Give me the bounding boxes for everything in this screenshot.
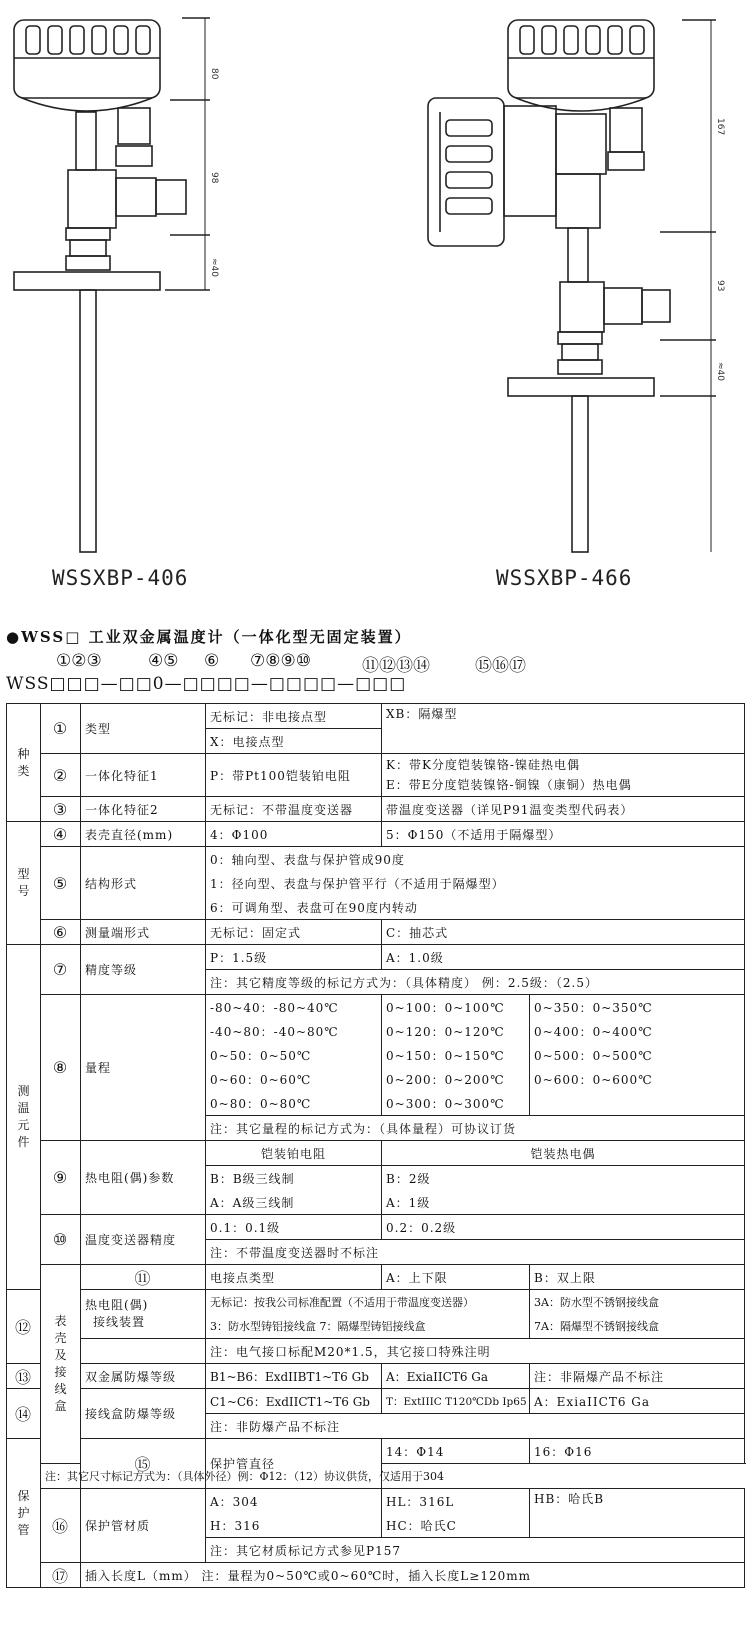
cell: A：A级三线制 [206,1190,382,1215]
row-num: ④ [41,822,81,847]
cell: P：1.5级 [206,945,382,970]
row-name: 一体化特征2 [81,797,206,822]
note: 注：电气接口标配M20*1.5，其它接口特殊注明 [206,1339,745,1364]
note: 注：非防爆产品不标注 [206,1414,745,1439]
cell: 1：径向型、表盘与保护管平行（不适用于隔爆型） [206,871,745,895]
positions-11-14: ⑪⑫⑬⑭ [362,656,430,676]
cell: 6：可调角型、表盘可在90度内转动 [206,895,745,920]
cell: 0.1：0.1级 [206,1215,382,1240]
range-cell: 0~120：0~120℃ [382,1019,530,1043]
cell: A：1.0级 [382,945,745,970]
range-cell: -40~80：-40~80℃ [206,1019,382,1043]
row-name: 一体化特征1 [81,754,206,797]
right-model-label: WSSXBP-466 [496,566,633,590]
range-cell: 0~500：0~500℃ [530,1043,745,1067]
range-cell: 0~100：0~100℃ [382,995,530,1020]
cell: 3A：防水型不锈钢接线盒 [530,1290,745,1315]
range-cell: 0~150：0~150℃ [382,1043,530,1067]
row-name: 双金属防爆等级 [81,1364,206,1389]
category-kind-text: 种 类 [17,746,30,778]
table-row [7,920,745,945]
row-num: ⑫ [7,1290,41,1364]
positions-15-17: ⑮⑯⑰ [475,656,526,676]
category-model [7,822,41,945]
cell: XB：隔爆型 [382,704,745,754]
cell: 7A：隔爆型不锈钢接线盒 [530,1314,745,1339]
row-name: 量程 [81,995,206,1141]
row-num: ⑭ [7,1389,41,1439]
note: 注：其它量程的标记方式为：（具体量程）可协议订货 [206,1116,745,1141]
model-code-template: WSS□□□—□□0—□□□□—□□□□—□□□ [6,674,407,694]
note: 注：其它精度等级的标记方式为：（具体精度） 例：2.5级：（2.5） [206,970,745,995]
category-sensor [7,945,41,1290]
position-number-row [0,651,750,675]
row-name: 精度等级 [81,945,206,995]
cell: HB：哈氏B [530,1489,745,1538]
product-drawings [0,0,750,600]
row-num: ⑨ [41,1141,81,1215]
table-row [7,1215,745,1240]
positions-1-3: ①②③ [56,651,102,671]
category-case-text: 表 壳 及 接 线 盒 [54,1314,67,1413]
row-name: 测量端形式 [81,920,206,945]
left-model-label: WSSXBP-406 [52,566,189,590]
row-num: ⑩ [41,1215,81,1265]
category-kind [7,704,41,822]
range-cell: -80~40：-80~40℃ [206,995,382,1020]
cell: B：双上限 [530,1265,745,1290]
cell: 无标记：按我公司标准配置（不适用于带温度变送器） [206,1290,530,1315]
table-row [7,847,745,872]
row-name: 电接点类型 [206,1265,382,1290]
row-num: ⑧ [41,995,81,1141]
row-num: ⑰ [41,1563,81,1588]
table-row [7,1364,745,1389]
table-row [7,945,745,970]
positions-7-10: ⑦⑧⑨⑩ [250,651,311,671]
range-cell [530,1091,745,1116]
cell: C：抽芯式 [382,920,745,945]
row-num: ① [41,704,81,754]
cell: HC：哈氏C [382,1513,530,1538]
cell: B1~B6：ExdIIBT1~T6 Gb [206,1364,382,1389]
row-name: 类型 [81,704,206,754]
range-cell: 0~600：0~600℃ [530,1067,745,1091]
left-dim-1: 80 [209,68,219,80]
cell: X：电接点型 [206,729,382,754]
right-instrument-drawing [428,20,716,552]
positions-6: ⑥ [204,651,220,671]
cell-line: K：带K分度铠装镍铬-镍硅热电偶 [386,758,580,772]
row-name [81,1290,206,1339]
category-tube-text: 保 护 管 [17,1488,30,1537]
row-num: ② [41,754,81,797]
range-cell: 0~300：0~300℃ [382,1091,530,1116]
cell: 注：非隔爆产品不标注 [530,1364,745,1389]
cell: A：上下限 [382,1265,530,1290]
range-cell: 0~400：0~400℃ [530,1019,745,1043]
table-row [7,1339,745,1364]
category-case [41,1265,81,1464]
row-num: ③ [41,797,81,822]
row-num: ⑮ [81,1439,206,1489]
table-row [7,995,745,1020]
table-row [7,704,745,729]
cell: 无标记：不带温度变送器 [206,797,382,822]
right-dim-3: ≈40 [715,362,725,381]
spec-table [6,703,745,1588]
cell: C1~C6：ExdIICT1~T6 Gb [206,1389,382,1414]
note: 注：其它材质标记方式参见P157 [206,1538,745,1563]
row-num: ⑯ [41,1489,81,1563]
note: 注：不带温度变送器时不标注 [206,1240,745,1265]
cell: 5：Φ150（不适用于隔爆型） [382,822,745,847]
cell: 3：防水型铸铝接线盒 7：隔爆型铸铝接线盒 [206,1314,530,1339]
table-row [7,1439,745,1464]
cell: 4：Φ100 [206,822,382,847]
table-row [7,1141,745,1166]
row-num: ⑦ [41,945,81,995]
table-row [7,1265,745,1290]
row-num: ⑥ [41,920,81,945]
table-row [7,1489,745,1514]
table-row [7,1290,745,1315]
sub-header: 铠装热电偶 [382,1141,745,1166]
cell: A：1级 [382,1190,745,1215]
category-model-text: 型 号 [17,867,30,898]
cell: 无标记：非电接点型 [206,704,382,729]
row-num: ⑬ [7,1364,41,1389]
row-num: ⑤ [41,847,81,920]
range-cell: 0~50：0~50℃ [206,1043,382,1067]
positions-4-5: ④⑤ [148,651,179,671]
row-name: 表壳直径(mm) [81,822,206,847]
category-sensor-text: 测 温 元 件 [17,1084,30,1149]
cell: 16：Φ16 [530,1439,745,1464]
range-cell: 0~80：0~80℃ [206,1091,382,1116]
row-name: 热电阻(偶)参数 [81,1141,206,1215]
right-dim-2: 93 [715,280,725,292]
cell: H：316 [206,1513,382,1538]
row-name-line: 热电阻(偶) [85,1298,149,1312]
row-name: 保护管材质 [81,1489,206,1563]
cell: A：ExiaIICT6 Ga [530,1389,745,1414]
cell: T：ExtIIIC T120℃Db Ip65 [382,1389,530,1414]
category-tube [7,1439,41,1588]
left-dim-3: ≈40 [209,258,219,277]
cell [382,754,745,797]
cell: 插入长度L（mm） 注：量程为0~50℃或0~60℃时，插入长度L≥120mm [81,1563,745,1588]
table-row [7,822,745,847]
cell: 0.2：0.2级 [382,1215,745,1240]
cell: 14：Φ14 [382,1439,530,1464]
cell: 带温度变送器（详见P91温变类型代码表） [382,797,745,822]
sub-header: 铠装铂电阻 [206,1141,382,1166]
row-name: 保护管直径 [206,1439,382,1489]
table-row [7,797,745,822]
row-name: 结构形式 [81,847,206,920]
cell: P：带Pt100铠装铂电阻 [206,754,382,797]
row-name: 接线盒防爆等级 [81,1389,206,1439]
left-dim-2: 98 [209,172,219,184]
table-row [7,1389,745,1414]
row-name-empty [81,1339,206,1364]
table-row [7,1464,745,1489]
right-dim-1: 167 [715,118,725,136]
cell: HL：316L [382,1489,530,1514]
cell-line: E：带E分度铠装镍铬-铜镍（康铜）热电偶 [386,778,632,792]
cell: A：304 [206,1489,382,1514]
cell: 0：轴向型、表盘与保护管成90度 [206,847,745,872]
row-name: 温度变送器精度 [81,1215,206,1265]
range-cell: 0~60：0~60℃ [206,1067,382,1091]
row-num: ⑪ [81,1265,206,1290]
range-cell: 0~200：0~200℃ [382,1067,530,1091]
row-name-line: 接线装置 [93,1315,146,1329]
left-instrument-drawing [14,18,210,552]
cell: 无标记：固定式 [206,920,382,945]
cell: A：ExiaIICT6 Ga [382,1364,530,1389]
cell: B：2级 [382,1166,745,1191]
table-row [7,754,745,797]
page-title: ●WSS□ 工业双金属温度计（一体化型无固定装置） [6,628,412,646]
range-cell: 0~350：0~350℃ [530,995,745,1020]
table-row [7,1563,745,1588]
cell: B：B级三线制 [206,1166,382,1191]
note: 注：其它尺寸标记方式为：（具体外径）例：Φ12：（12）协议供货，仅适用于304 [41,1464,382,1489]
